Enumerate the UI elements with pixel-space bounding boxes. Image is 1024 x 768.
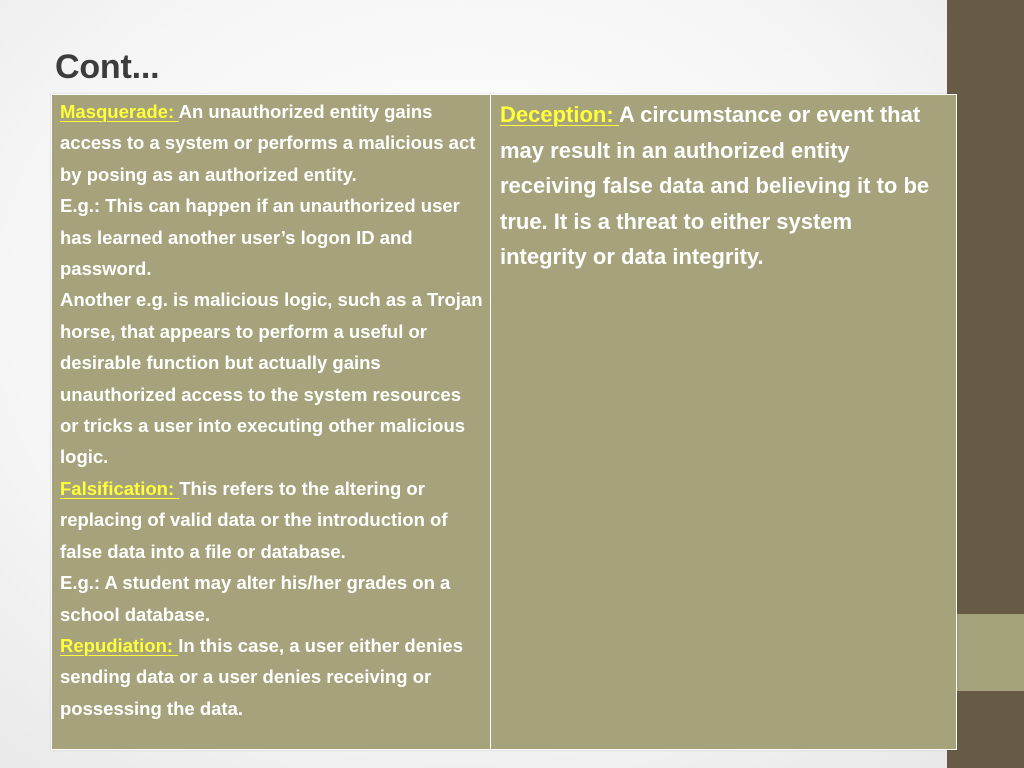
masquerade-term: Masquerade:: [60, 101, 179, 122]
masquerade-example-2-paragraph: [60, 284, 484, 472]
right-bar-accent-block: [947, 614, 1024, 691]
falsification-term: Falsification:: [60, 477, 180, 499]
right-table-cell: [491, 95, 956, 749]
masquerade-definition: An unauthorized entity gains access to a system or performs a malicious act by posing as an authorized entity.: [60, 101, 476, 185]
left-table-cell: [52, 95, 491, 749]
right-decorative-bar: [947, 0, 1024, 768]
repudiation-definition: In this case, a user either denies sending data or a user denies receiving or possessing the data.: [60, 634, 464, 719]
content-table: [51, 94, 957, 750]
masquerade-example-2-text: Another e.g. is malicious logic, such as a Trojan horse, that appears to perform a useful or desirable function but actually gains unauthorized access to the system resources or tricks a user into executing other malicious logic.: [60, 289, 483, 468]
masquerade-example-paragraph: [60, 190, 484, 284]
falsification-example-text: E.g.: A student may alter his/her grades on a school database.: [60, 572, 451, 625]
falsification-paragraph: [60, 473, 484, 567]
falsification-definition: This refers to the altering or replacing of valid data or the introduction of false data into a file or database.: [60, 477, 448, 562]
deception-definition: A circumstance or event that may result in an authorized entity receiving false data and believing it to be true. It is a threat to either system integrity or data integrity.: [500, 102, 930, 269]
falsification-example-paragraph: [60, 567, 484, 630]
slide-title: Cont...: [55, 48, 160, 86]
deception-term: Deception:: [500, 102, 619, 127]
repudiation-term: Repudiation:: [60, 634, 179, 656]
repudiation-paragraph: [60, 630, 484, 724]
deception-paragraph: [500, 97, 942, 275]
masquerade-example-text: E.g.: This can happen if an unauthorized user has learned another user’s logon ID and password.: [60, 195, 460, 280]
masquerade-paragraph: [60, 96, 484, 190]
